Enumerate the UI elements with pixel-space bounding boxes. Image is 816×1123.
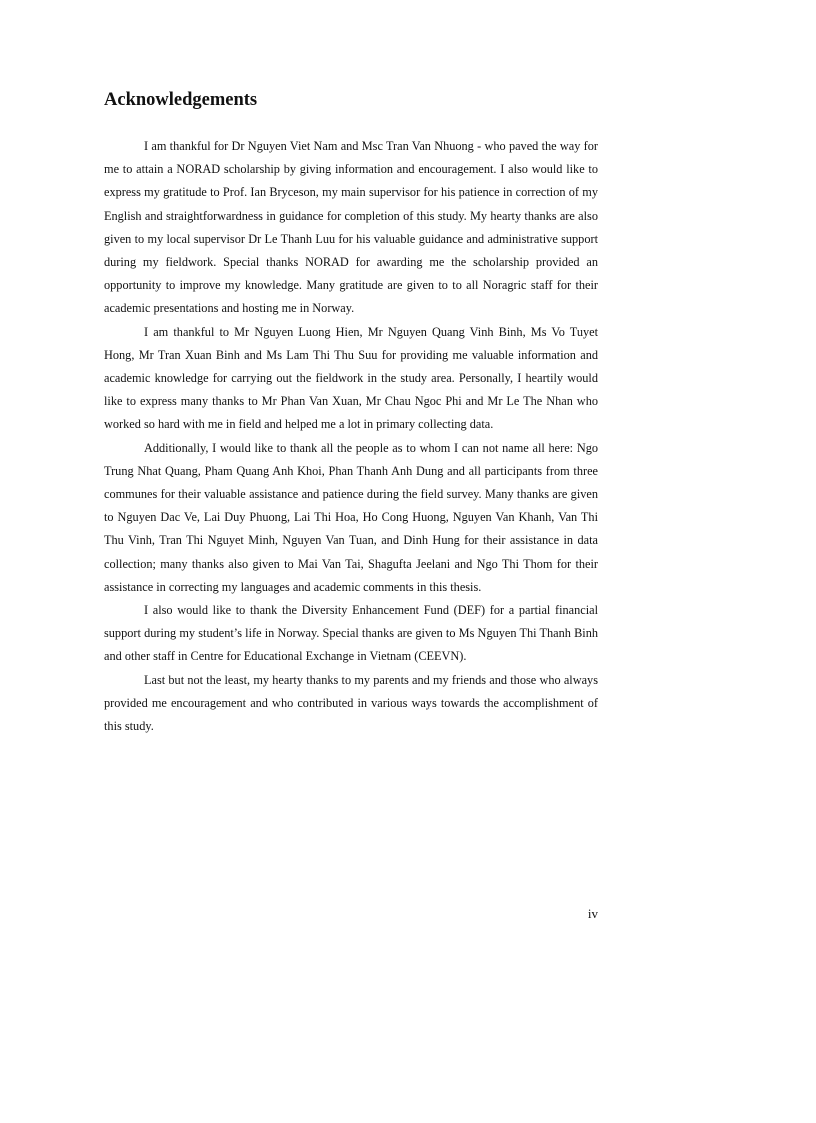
paragraph-3: Additionally, I would like to thank all the people as to whom I can not name all here: Ngo Trung Nhat Quang, Pham Quang Anh Khoi, Phan Thanh Anh Dung and all participants from three communes for their valuable assistance and patience during the field survey. Many thanks are given to Nguyen Dac Ve, Lai Duy Phuong, Lai Thi Hoa, Ho Cong Huong, Nguyen Van Khanh, Van Thi Thu Vinh, Tran Thi Nguyet Minh, Nguyen Van Tuan, and Dinh Hung for their assistance in data collection; many thanks also given to Mai Van Tai, Shagufta Jeelani and Ngo Thi Thom for their assistance in correcting my languages and academic comments in this thesis. <box>104 440 598 594</box>
paragraph-1: I am thankful for Dr Nguyen Viet Nam and Msc Tran Van Nhuong - who paved the way for me to attain a NORAD scholarship by giving information and encouragement. I also would like to express my gratitude to Prof. Ian Bryceson, my main supervisor for his patience in correction of my English and straightforwardness in guidance for completion of this study. My hearty thanks are also given to my local supervisor Dr Le Thanh Luu for his valuable guidance and administrative support during my fieldwork. Special thanks NORAD for awarding me the scholarship provided an opportunity to improve my knowledge. Many gratitude are given to to all Noragric staff for their academic presentations and hosting me in Norway. <box>104 139 598 316</box>
paragraph-4: I also would like to thank the Diversity Enhancement Fund (DEF) for a partial financial support during my student’s life in Norway. Special thanks are given to Ms Nguyen Thi Thanh Binh and other staff in Centre for Educational Exchange in Vietnam (CEEVN). <box>104 603 598 664</box>
paragraph-5: Last but not the least, my hearty thanks to my parents and my friends and those who always provided me encouragement and who contributed in various ways towards the accomplishment of this study. <box>104 672 598 734</box>
page-title: Acknowledgements <box>104 90 258 110</box>
paragraph-2: I am thankful to Mr Nguyen Luong Hien, Mr Nguyen Quang Vinh Binh, Ms Vo Tuyet Hong, Mr Tran Xuan Binh and Ms Lam Thi Thu Suu for providing me valuable information and academic knowledge for carrying out the fieldwork in the study area. Personally, I heartily would like to express many thanks to Mr Phan Van Xuan, Mr Chau Ngoc Phi and Mr Le The Nhan who worked so hard with me in field and helped me a lot in primary collecting data. <box>104 324 598 432</box>
page-number: iv <box>587 906 598 921</box>
acknowledgements-body <box>104 135 598 738</box>
